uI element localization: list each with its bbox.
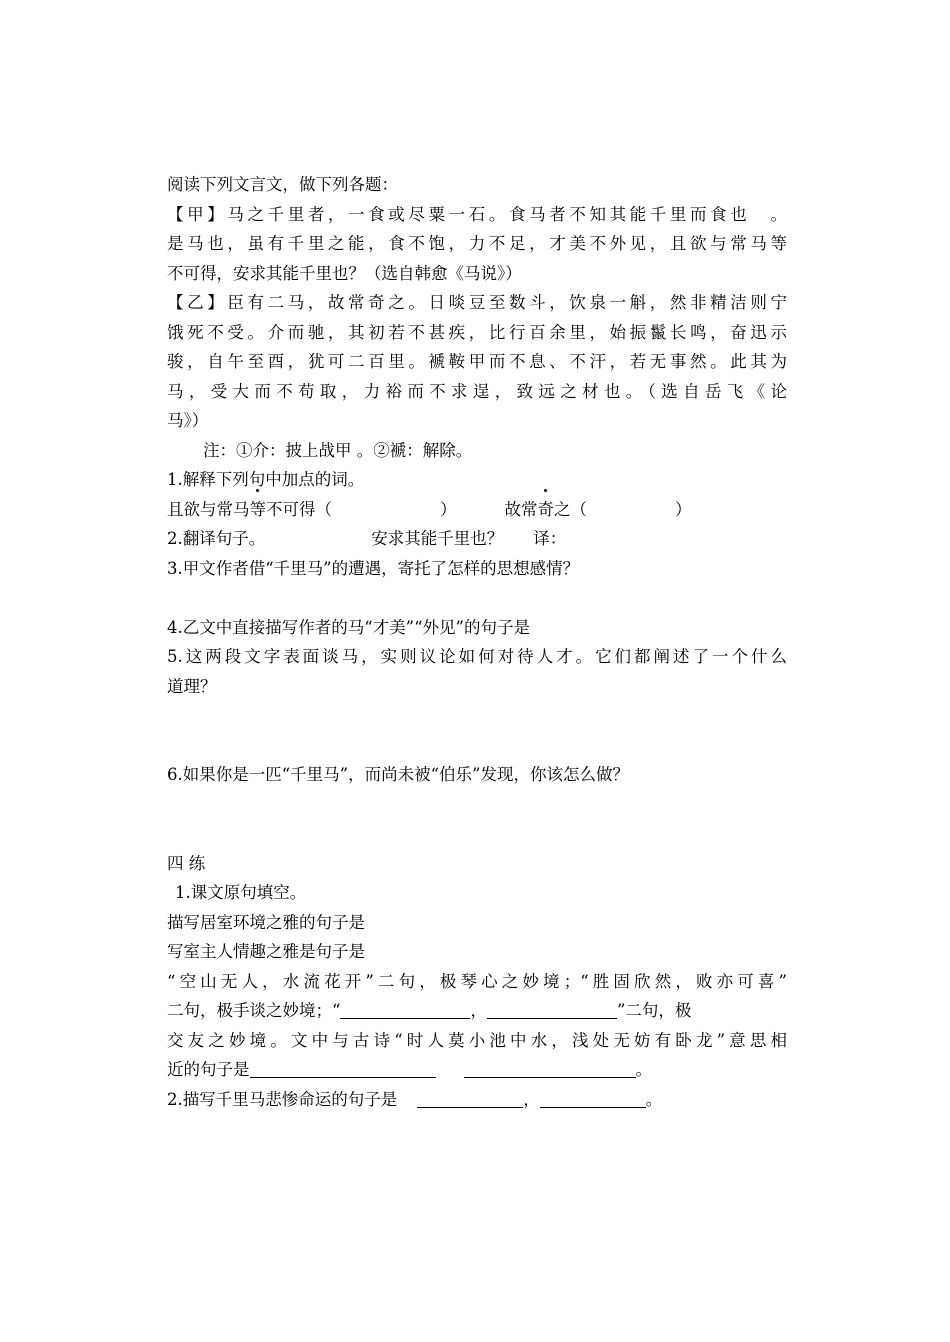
practice-1-d bbox=[167, 996, 787, 1026]
p1f-blank-2[interactable] bbox=[464, 1059, 636, 1078]
question-2 bbox=[167, 524, 787, 554]
practice-2 bbox=[167, 1085, 787, 1115]
passage-yi-line-4: 马，受大而不苟取，力裕而不求逞，致远之材也。（选自岳飞《论 bbox=[167, 381, 787, 401]
question-1-title: 1.解释下列句中加点的词。 bbox=[167, 470, 365, 489]
q1-b-close: ） bbox=[675, 499, 692, 519]
q1-a-suffix: 不可得（ bbox=[266, 499, 332, 519]
question-3: 3.甲文作者借“千里马”的遭遇，寄托了怎样的思想感情？ bbox=[167, 558, 580, 578]
passage-jia-line-3: 不可得，安求其能千里也？（选自韩愈《马说》） bbox=[167, 263, 522, 283]
question-5-line-1: 5.这两段文字表面谈马，实则议论如何对待人才。它们都阐述了一个什么 bbox=[167, 647, 787, 666]
annotation-note: 注：①介：披上战甲 。②褫：解除。 bbox=[203, 440, 473, 460]
passage-yi-line-2: 饿死不受。介而驰，其初若不甚疾，比行百余里，始振鬣长鸣，奋迅示 bbox=[167, 322, 787, 342]
section-heading: 四 练 bbox=[167, 853, 206, 873]
q2-title: 2.翻译句子。 bbox=[167, 529, 266, 548]
passage-jia-line-2: 是马也，虽有千里之能，食不饱，力不足，才美不外见，且欲与常马等 bbox=[167, 234, 787, 253]
question-5-line-2: 道理？ bbox=[167, 676, 217, 696]
p1d-suffix: ”二句，极 bbox=[616, 1001, 692, 1020]
passage-yi-line-5: 马》） bbox=[167, 411, 209, 430]
p1f-blank-1[interactable] bbox=[250, 1059, 436, 1078]
q2-sentence: 安求其能千里也？ bbox=[371, 529, 504, 548]
q1-a-close: ） bbox=[440, 499, 457, 519]
p1d-blank-1[interactable] bbox=[340, 1000, 470, 1019]
document-page bbox=[167, 170, 787, 1114]
passage-yi-line-1: 【乙】臣有二马，故常奇之。日啖豆至数斗，饮泉一斛，然非精洁则宁 bbox=[167, 293, 787, 312]
q1-b-dotted-word: 奇 bbox=[538, 495, 555, 525]
p2-prefix: 2.描写千里马悲惨命运的句子是 bbox=[167, 1089, 398, 1109]
p1d-prefix: 二句，极手谈之妙境；“ bbox=[167, 1001, 341, 1020]
practice-1-title: 1.课文原句填空。 bbox=[175, 883, 307, 902]
question-1-items bbox=[167, 495, 787, 525]
practice-1-e: 交友之妙境。文中与古诗“时人莫小池中水，浅处无妨有卧龙”意思相 bbox=[167, 1030, 787, 1050]
p2-blank-1[interactable] bbox=[417, 1089, 523, 1108]
q1-a-prefix: 且欲与常马 bbox=[167, 499, 250, 519]
practice-1-c: “空山无人，水流花开”二句，极琴心之妙境；“胜固欣然，败亦可喜” bbox=[167, 971, 787, 991]
intro: 阅读下列文言文，做下列各题： bbox=[167, 175, 398, 194]
passage-yi-line-3: 骏，自午至酉，犹可二百里。褫鞍甲而不息、不汗，若无事然。此其为 bbox=[167, 352, 787, 371]
p1d-comma: ， bbox=[470, 1001, 487, 1020]
q1-a-dotted-word: 等 bbox=[250, 495, 267, 525]
practice-1-f bbox=[167, 1055, 787, 1085]
practice-1-a: 描写居室环境之雅的句子是 bbox=[167, 912, 365, 932]
p2-blank-2[interactable] bbox=[540, 1089, 646, 1108]
question-4: 4.乙文中直接描写作者的马“才美”“外见”的句子是 bbox=[167, 617, 530, 637]
q2-translate-label: 译： bbox=[533, 529, 567, 548]
p1f-end: 。 bbox=[635, 1060, 652, 1079]
q1-b-prefix: 故常 bbox=[504, 499, 538, 519]
question-6: 6.如果你是一匹“千里马”，而尚未被“伯乐”发现，你该怎么做？ bbox=[167, 765, 629, 784]
p2-end: 。 bbox=[645, 1089, 663, 1109]
p1d-blank-2[interactable] bbox=[487, 1000, 617, 1019]
passage-jia-line-1: 【甲】马之千里者，一食或尽粟一石。食马者不知其能千里而食也 。 bbox=[167, 204, 787, 224]
p1f-prefix: 近的句子是 bbox=[167, 1060, 250, 1079]
practice-1-b: 写室主人情趣之雅是句子是 bbox=[167, 942, 365, 961]
p2-comma: ， bbox=[523, 1089, 540, 1109]
q1-b-suffix: 之（ bbox=[554, 499, 587, 519]
